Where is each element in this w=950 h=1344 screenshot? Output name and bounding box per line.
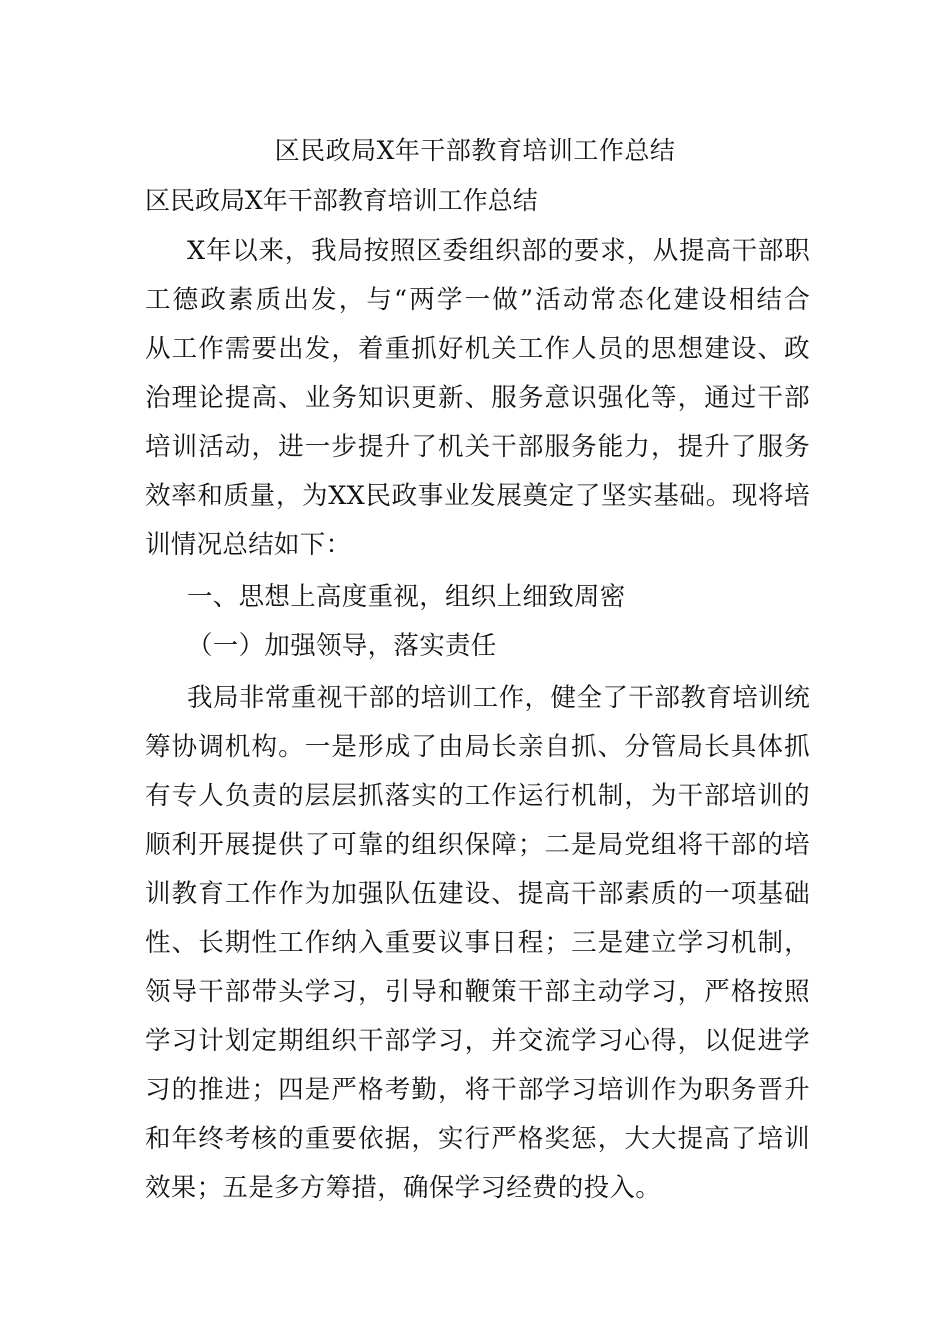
paragraph-line: 从工作需要出发，着重抓好机关工作人员的思想建设、政 (145, 334, 810, 364)
paragraph-line: 性、长期性工作纳入重要议事日程；三是建立学习机制， (145, 928, 810, 958)
paragraph-line: 效果；五是多方筹措，确保学习经费的投入。 (145, 1173, 662, 1203)
paragraph-line: 我局非常重视干部的培训工作，健全了干部教育培训统 (187, 683, 810, 713)
paragraph-line: 培训活动，进一步提升了机关干部服务能力，提升了服务 (145, 432, 810, 462)
paragraph-line: X年以来，我局按照区委组织部的要求，从提高干部职 (187, 236, 810, 266)
paragraph-line: 工德政素质出发，与“两学一做”活动常态化建设相结合 (145, 285, 810, 315)
paragraph-line: 效率和质量，为XX民政事业发展奠定了坚实基础。现将培 (145, 481, 810, 511)
section-heading: 一、思想上高度重视，组织上细致周密 (187, 582, 626, 612)
paragraph-line: 训教育工作作为加强队伍建设、提高干部素质的一项基础 (145, 879, 810, 909)
paragraph-line: 学习计划定期组织干部学习，并交流学习心得，以促进学 (145, 1026, 810, 1056)
paragraph-line: 有专人负责的层层抓落实的工作运行机制，为干部培训的 (145, 781, 810, 811)
subsection-heading: （一）加强领导，落实责任 (187, 631, 497, 661)
paragraph-line: 筹协调机构。一是形成了由局长亲自抓、分管局长具体抓 (145, 732, 810, 762)
paragraph-line: 训情况总结如下： (145, 530, 352, 560)
paragraph-line: 和年终考核的重要依据，实行严格奖惩，大大提高了培训 (145, 1124, 810, 1154)
paragraph-line: 领导干部带头学习，引导和鞭策干部主动学习，严格按照 (145, 977, 810, 1007)
paragraph-line: 顺利开展提供了可靠的组织保障；二是局党组将干部的培 (145, 830, 810, 860)
document-subtitle: 区民政局X年干部教育培训工作总结 (145, 186, 538, 215)
paragraph-line: 治理论提高、业务知识更新、服务意识强化等，通过干部 (145, 383, 810, 413)
paragraph-line: 习的推进；四是严格考勤，将干部学习培训作为职务晋升 (145, 1075, 810, 1105)
document-title: 区民政局X年干部教育培训工作总结 (274, 136, 676, 165)
